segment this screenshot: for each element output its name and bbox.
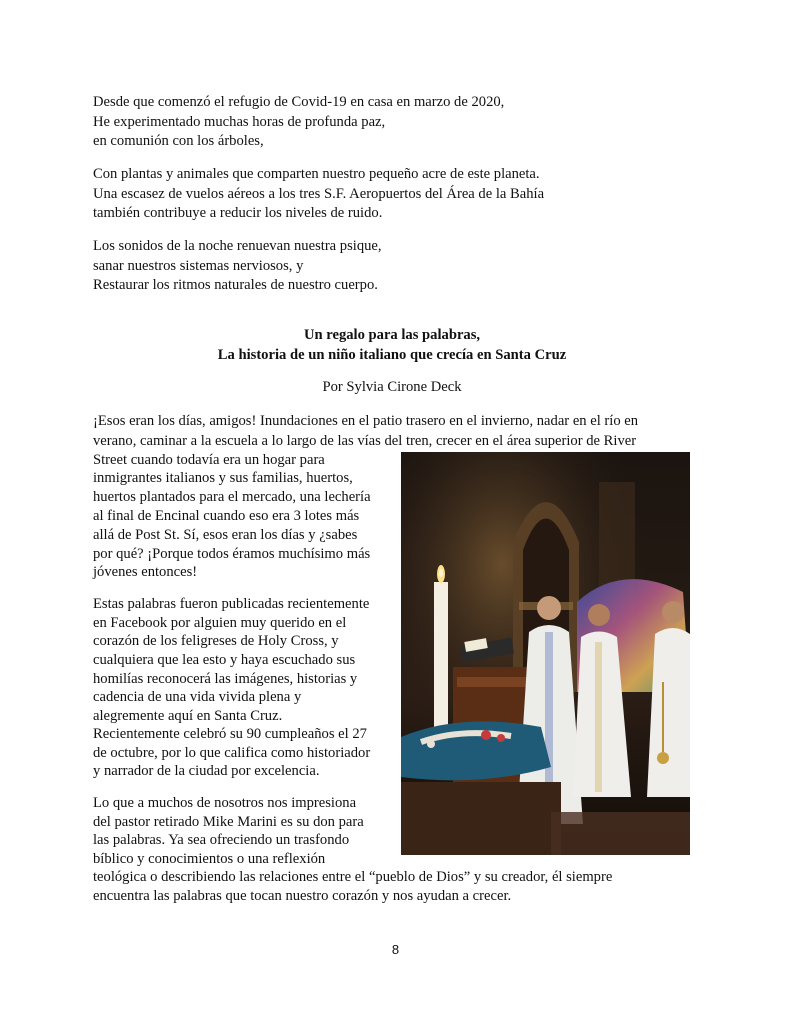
body-line: Street cuando todavía era un hogar para <box>93 452 325 468</box>
body-line: cadencia de una vida vivida plena y <box>93 689 302 705</box>
poem-line: Con plantas y animales que comparten nuestro pequeño acre de este planeta. <box>93 166 540 182</box>
body-line: al final de Encinal cuando eso era 3 lotes más <box>93 508 360 524</box>
body-line: por qué? ¡Porque todos éramos muchísimo más <box>93 546 371 562</box>
body-line: Lo que a muchos de nosotros nos impresiona <box>93 795 357 811</box>
body-line: cualquiera que lea esto y haya escuchado sus <box>93 652 356 668</box>
body-line: las palabras. Ya sea ofreciendo un trasfondo <box>93 832 350 848</box>
poem-stanza-3 <box>93 237 713 296</box>
body-line: inmigrantes italianos y sus familias, huertos, <box>93 470 353 486</box>
body-line: homilías reconocerá las imágenes, historias y <box>93 671 358 687</box>
article-photo <box>401 452 690 855</box>
article-title-line-1: Un regalo para las palabras, <box>303 327 481 343</box>
page-number: 8 <box>391 942 400 957</box>
body-line: corazón de los feligreses de Holy Cross, y <box>93 633 339 649</box>
article-byline: Por Sylvia Cirone Deck <box>322 379 462 395</box>
body-line: huertos plantados para el mercado, una lechería <box>93 489 371 505</box>
body-line: verano, caminar a la escuela a lo largo de las vías del tren, crecer en el área superior de River <box>93 433 637 449</box>
body-line: jóvenes entonces! <box>93 564 198 580</box>
article-title <box>93 326 691 365</box>
poem-stanza-1 <box>93 93 713 152</box>
body-line: Estas palabras fueron publicadas recientemente <box>93 596 370 612</box>
body-line: del pastor retirado Mike Marini es su don para <box>93 814 364 830</box>
body-line: ¡Esos eran los días, amigos! Inundaciones en el patio trasero en el invierno, nadar en el río en <box>93 413 639 429</box>
poem-line: Restaurar los ritmos naturales de nuestro cuerpo. <box>93 277 378 294</box>
body-line: teológica o describiendo las relaciones entre el “pueblo de Dios” y su creador, él siempre <box>93 869 613 885</box>
body-line: Recientemente celebró su 90 cumpleaños el 27 <box>93 726 367 742</box>
poem-line: sanar nuestros sistemas nerviosos, y <box>93 257 304 274</box>
poem-line: también contribuye a reducir los niveles de ruido. <box>93 205 383 222</box>
poem-line: He experimentado muchas horas de profunda paz, <box>93 113 386 130</box>
body-line: alegremente aquí en Santa Cruz. <box>93 708 283 724</box>
body-line: y narrador de la ciudad por excelencia. <box>93 763 320 779</box>
body-line: encuentra las palabras que tocan nuestro corazón y nos ayudan a crecer. <box>93 888 512 904</box>
poem-line: Una escasez de vuelos aéreos a los tres S.F. Aeropuertos del Área de la Bahía <box>93 185 545 202</box>
poem-line: en comunión con los árboles, <box>93 133 264 150</box>
poem-line: Desde que comenzó el refugio de Covid-19 en casa en marzo de 2020, <box>93 94 505 110</box>
body-line: bíblico y conocimientos o una reflexión <box>93 851 326 867</box>
body-line: de octubre, por lo que califica como historiador <box>93 745 371 761</box>
article-title-line-2: La historia de un niño italiano que crecía en Santa Cruz <box>217 346 567 363</box>
poem-line: Los sonidos de la noche renuevan nuestra psique, <box>93 238 382 254</box>
body-line: allá de Post St. Sí, esos eran los días y ¿sabes <box>93 527 358 543</box>
poem-stanza-2 <box>93 165 713 224</box>
body-line: en Facebook por alguien muy querido en el <box>93 615 347 631</box>
